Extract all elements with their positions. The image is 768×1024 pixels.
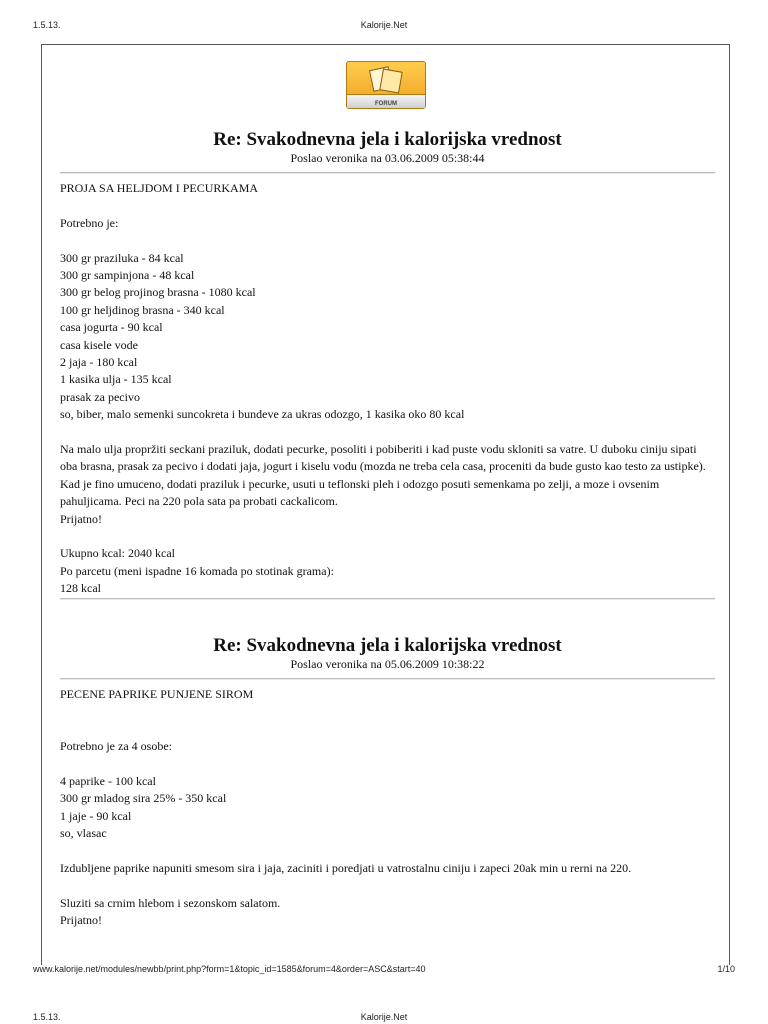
- ingredient-line: 100 gr heljdinog brasna - 340 kcal: [60, 302, 225, 317]
- ingredient-line: so, vlasac: [60, 826, 107, 841]
- ingredients-intro: Potrebno je:: [60, 215, 119, 230]
- ingredient-line: 300 gr mladog sira 25% - 350 kcal: [60, 791, 227, 806]
- recipe-instructions: Izdubljene paprike napuniti smesom sira i jaja, zaciniti i poredjati u vatrostalnu ciniju i zapeci 20ak min u rerni na 220.: [60, 861, 632, 875]
- page-number: 1/10: [717, 964, 735, 974]
- print-frame: [41, 44, 730, 965]
- ingredient-line: 300 gr praziluka - 84 kcal: [60, 250, 184, 265]
- totals-line: Ukupno kcal: 2040 kcal: [60, 546, 175, 561]
- closing-text: Prijatno!: [60, 511, 102, 526]
- print-date: 1.5.13.: [33, 20, 61, 30]
- post: [60, 635, 715, 930]
- ingredient-line: so, biber, malo semenki suncokreta i bundeve za ukras odozgo, 1 kasika oko 80 kcal: [60, 407, 465, 422]
- ingredient-line: casa jogurta - 90 kcal: [60, 320, 163, 335]
- closing-text: Prijatno!: [60, 913, 102, 928]
- recipe-instructions: Na malo ulja propržiti seckani praziluk, dodati pecurke, posoliti i pobiberiti i kad puste vodu skloniti sa vatre. U duboku ciniju sipati oba brasna, prasak za pecivo i dodati jaja, jogurt i kiselu vodu (mozda ne treba cela casa, proceniti da bude gusto kao testo za ustipke). Kad je fino umuceno, dodati praziluk i pecurke, usuti u teflonski pleh i odozgo posuti semenkama po zelji, a moze i ovsenim pahuljicama. Peci na 220 pola sata pa probati cackalicom.: [60, 442, 706, 509]
- post-title: Re: Svakodnevna jela i kalorijska vrednost: [213, 635, 562, 656]
- print-date: 1.5.13.: [33, 1012, 61, 1022]
- print-site-title: Kalorije.Net: [360, 1012, 408, 1022]
- post-body: [60, 174, 715, 598]
- ingredient-line: 1 jaje - 90 kcal: [60, 808, 132, 823]
- recipe-heading: PECENE PAPRIKE PUNJENE SIROM: [60, 687, 254, 701]
- ingredient-line: 300 gr belog projinog brasna - 1080 kcal: [60, 285, 256, 300]
- divider: [60, 598, 715, 600]
- ingredient-line: 1 kasika ulja - 135 kcal: [60, 372, 172, 387]
- recipe-heading: PROJA SA HELJDOM I PECURKAMA: [60, 181, 259, 195]
- forum-logo-label: FORUM: [375, 101, 397, 107]
- print-site-title: Kalorije.Net: [360, 20, 408, 30]
- ingredients-intro: Potrebno je za 4 osobe:: [60, 739, 172, 754]
- ingredient-line: casa kisele vode: [60, 337, 138, 352]
- serving-suggestion: Sluziti sa crnim hlebom i sezonskom salatom.: [60, 895, 281, 910]
- ingredient-line: 300 gr sampinjona - 48 kcal: [60, 268, 195, 282]
- post: [60, 129, 715, 600]
- totals-line: 128 kcal: [60, 581, 101, 596]
- print-url: www.kalorije.net/modules/newbb/print.php?form=1&topic_id=1585&forum=4&order=ASC&start=40: [33, 964, 426, 974]
- post-title: Re: Svakodnevna jela i kalorijska vrednost: [213, 129, 562, 150]
- post-meta: Poslao veronika na 03.06.2009 05:38:44: [290, 151, 485, 165]
- ingredient-line: 4 paprike - 100 kcal: [60, 773, 156, 788]
- post-meta: Poslao veronika na 05.06.2009 10:38:22: [290, 657, 485, 671]
- forum-logo: [346, 61, 426, 109]
- ingredient-line: prasak za pecivo: [60, 389, 140, 404]
- post-body: [60, 680, 715, 930]
- document-icon: [379, 68, 403, 93]
- ingredient-line: 2 jaja - 180 kcal: [60, 355, 138, 370]
- totals-line: Po parcetu (meni ispadne 16 komada po stotinak grama):: [60, 563, 334, 578]
